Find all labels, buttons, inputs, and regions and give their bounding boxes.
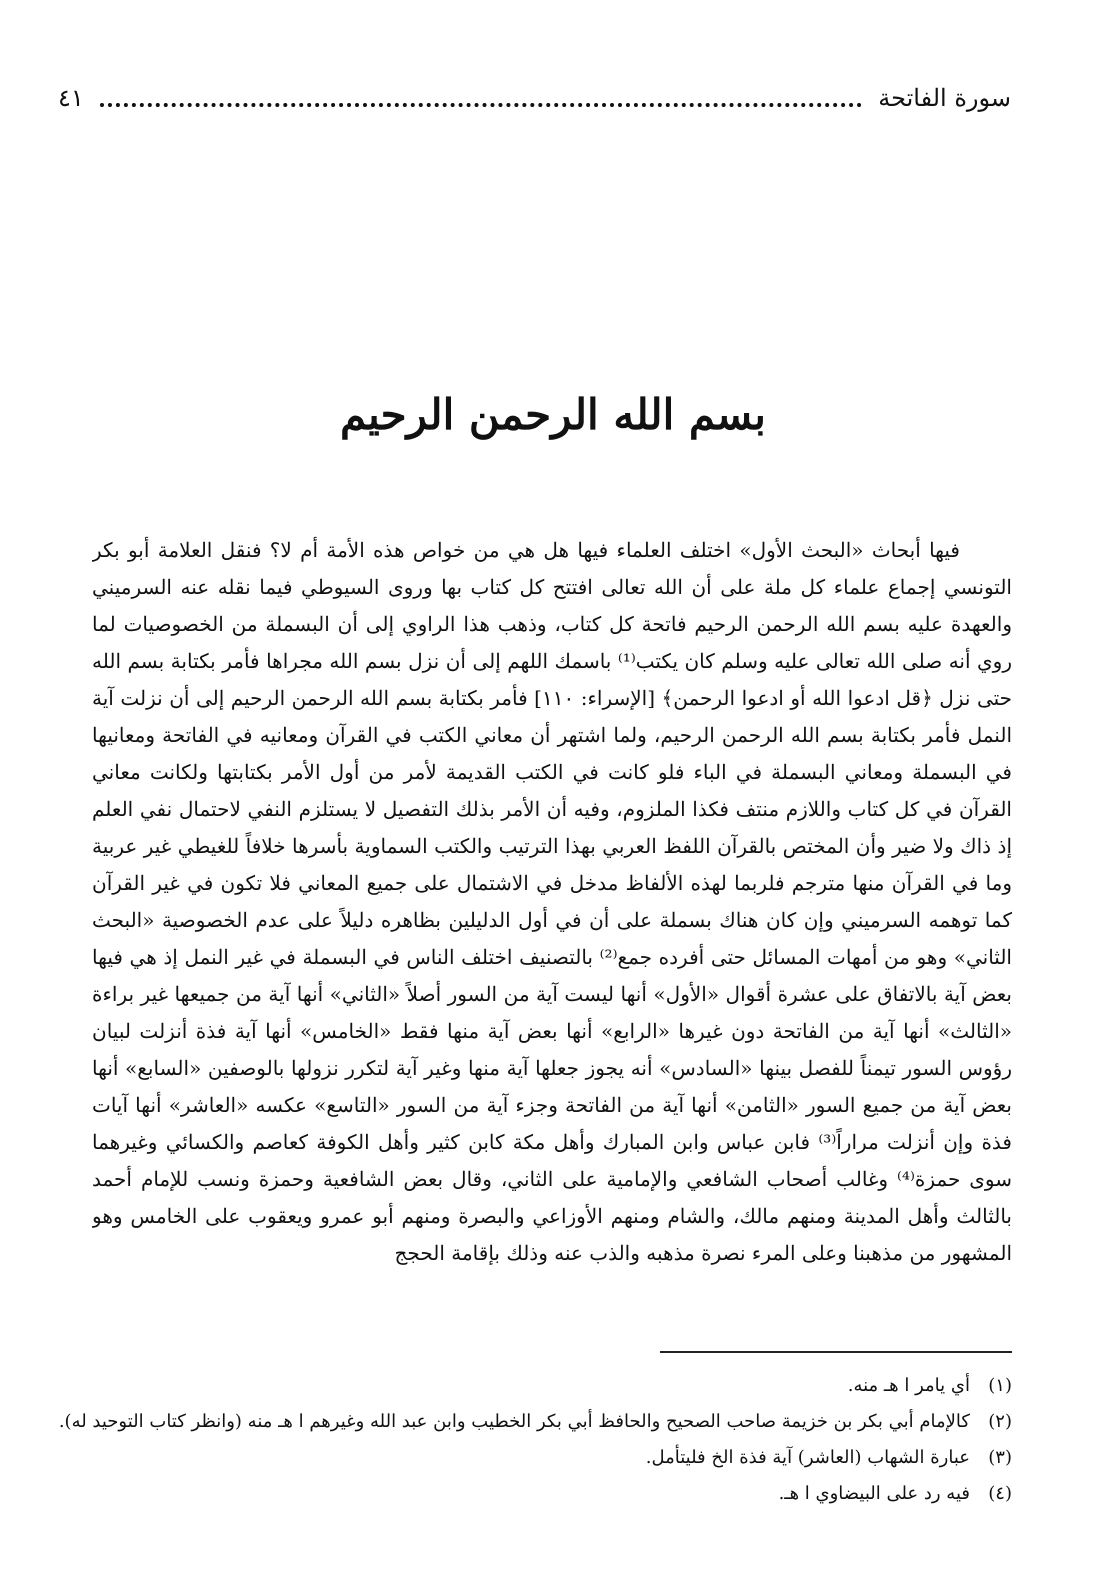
body-paragraph: فيها أبحاث «البحث الأول» اختلف العلماء فيها هل هي من خواص هذه الأمة أم لا؟ فنقل العلامة أبو بكر التونسي إجماع علماء كل ملة على أن الله تعالى افتتح كل كتاب بها وروى السيوطي فيما نقله عنه السرميني والعهدة عليه بسم الله الرحمن الرحيم فاتحة كل كتاب، وذهب هذا الراوي إلى أن البسملة من الخصوصيات لما روي أنه صلى الله تعالى عليه وسلم كان يكتب⁽¹⁾ باسمك اللهم إلى أن نزل بسم الله مجراها فأمر بكتابة بسم الله حتى نزل ﴿قل ادعوا الله أو ادعوا الرحمن﴾ [الإسراء: ١١٠] فأمر بكتابة بسم الله الرحمن الرحيم إلى أن نزلت آية النمل فأمر بكتابة بسم الله الرحمن الرحيم، ولما اشتهر أن معاني الكتب في القرآن ومعانيه في الفاتحة ومعانيها في البسملة ومعاني البسملة في الباء فلو كانت في الكتب القديمة لأمر من أول الأمر بكتابتها ولكانت معاني القرآن في كل كتاب واللازم منتف فكذا الملزوم، وفيه أن الأمر بذلك التفصيل لا يستلزم النفي لاحتمال نفي العلم إذ ذاك ولا ضير وأن المختص بالقرآن اللفظ العربي بهذا الترتيب والكتب السماوية بأسرها خلافاً للغيطي غير عربية وما في القرآن منها مترجم فلربما لهذه الألفاظ مدخل في الاشتمال على جميع المعاني فلا تكون في غير القرآن كما توهمه السرميني وإن كان هناك بسملة على أن في أول الدليلين بظاهره دليلاً على عدم الخصوصية «البحث الثاني» وهو من أمهات المسائل حتى أفرده جمع⁽²⁾ بالتصنيف اختلف الناس في البسملة في غير النمل إذ هي فيها بعض آية بالاتفاق على عشرة أقوال «الأول» أنها ليست آية من السور أصلاً «الثاني» أنها آية من جميعها غير براءة «الثالث» أنها آية من الفاتحة دون غيرها «الرابع» أنها بعض آية منها فقط «الخامس» أنها آية فذة أنزلت لبيان رؤوس السور تيمناً للفصل بينها «السادس» أنه يجوز جعلها آية منها وغير آية لتكرر نزولها بالوصفين «السابع» أنها بعض آية من جميع السور «الثامن» أنها آية من الفاتحة وجزء آية من السور «التاسع» عكسه «العاشر» أنها آيات فذة وإن أنزلت مراراً⁽³⁾ فابن عباس وابن المبارك وأهل مكة كابن كثير وأهل الكوفة كعاصم والكسائي وغيرهما سوى حمزة⁽⁴⁾ وغالب أصحاب الشافعي والإمامية على الثاني، وقال بعض الشافعية وحمزة ونسب للإمام أحمد بالثالث وأهل المدينة ومنهم مالك، والشام ومنهم الأوزاعي والبصرة ومنهم أبو عمرو ويعقوب على الخامس وهو المشهور من مذهبنا وعلى المرء نصرة مذهبه والذب عنه وذلك بإقامة الحجج <box>92 538 1012 1265</box>
chapter-title: سورة الفاتحة <box>878 84 1011 112</box>
footnote-divider <box>660 1351 1012 1353</box>
footnote-text: فيه رد على البيضاوي ا هـ. <box>778 1483 970 1504</box>
page-number: ٤١ <box>58 84 84 112</box>
footnote-text: أي يامر ا هـ منه. <box>847 1375 970 1396</box>
footnote-number: (٢) <box>988 1411 1012 1432</box>
footnote-number: (٣) <box>988 1447 1012 1468</box>
footnotes-list <box>40 1368 1012 1512</box>
running-header <box>58 78 1011 118</box>
footnote-item <box>40 1440 1012 1476</box>
dot-leader <box>100 102 862 107</box>
footnote-item <box>40 1368 1012 1404</box>
body-text <box>92 532 1012 1322</box>
footnote-text: كالإمام أبي بكر بن خزيمة صاحب الصحيح والحافظ أبي بكر الخطيب وابن عبد الله وغيرهم ا هـ منه (وانظر كتاب التوحيد له). <box>58 1411 970 1432</box>
footnote-item <box>40 1476 1012 1512</box>
basmala-heading: بسم الله الرحمن الرحيم <box>340 390 766 439</box>
footnote-item <box>40 1404 1012 1440</box>
footnote-number: (٤) <box>988 1483 1012 1504</box>
footnote-number: (١) <box>988 1375 1012 1396</box>
footnote-text: عبارة الشهاب (العاشر) آية فذة الخ فليتأمل. <box>645 1447 970 1468</box>
